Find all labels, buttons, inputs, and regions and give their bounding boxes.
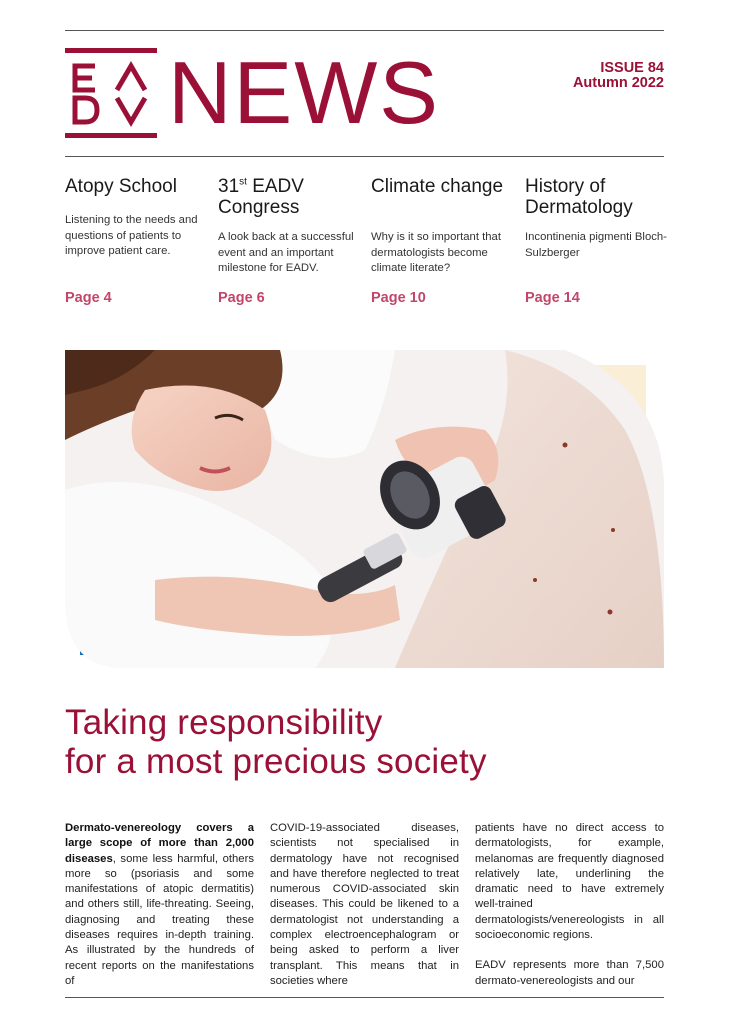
- column-3-paragraph-2: EADV represents more than 7,500 dermato-venereologists and our: [475, 959, 664, 987]
- teaser-page-link[interactable]: Page 4: [65, 290, 112, 306]
- top-rule: [65, 30, 664, 31]
- article-headline: [65, 703, 487, 781]
- bottom-rule: [65, 997, 664, 998]
- teaser-text: Incontinenia pigmenti Bloch-Sulzberger: [525, 231, 667, 259]
- headline-line-1: Taking responsibility: [65, 703, 383, 742]
- hero-photo: [65, 350, 664, 668]
- teaser-page-link[interactable]: Page 10: [371, 290, 426, 306]
- article-column-2: [270, 821, 459, 989]
- teaser-title: Atopy School: [65, 176, 177, 197]
- teaser-text: A look back at a successful event and an important milestone for EADV.: [218, 231, 354, 274]
- teaser-climate-change[interactable]: [371, 176, 514, 306]
- column-1-paragraph: Dermato-venereology covers a large scope of more than 2,000 diseases, some less harmful, others more so (psoriasis and some manifestations of atopic dermatitis) and others still, life-threating. Seeing, diagnosing and treating these diseases requires in-depth training. As illustrated by the hundreds of recent reports on the manifestations of: [65, 822, 254, 987]
- teaser-page-link[interactable]: Page 6: [218, 290, 265, 306]
- teaser-text: Listening to the needs and questions of patients to improve patient care.: [65, 214, 198, 257]
- teaser-page-link[interactable]: Page 14: [525, 290, 580, 306]
- lead-bold: Dermato-venereology covers a large scope of more than 2,000 diseases: [65, 822, 254, 865]
- article-column-3: [475, 821, 664, 989]
- teaser-atopy-school[interactable]: [65, 176, 208, 306]
- teaser-eadv-congress[interactable]: [218, 176, 361, 306]
- teaser-title: History of Dermatology: [525, 176, 633, 218]
- masthead-title: NEWS: [168, 43, 440, 142]
- column-2-paragraph: COVID-19-associated diseases, scientists not specialised in dermatology have not recognised and have therefore neglected to treat numerous COVID-associated skin diseases. This could be likened to a dermatologist not understanding a complex electroencephalogram or being asked to perform a liver transplant. This means that in societies where: [270, 822, 459, 987]
- masthead-rule: [65, 156, 664, 157]
- article-column-1: [65, 821, 254, 989]
- teaser-title: 31st EADV Congress: [218, 176, 304, 218]
- issue-season: Autumn 2022: [572, 75, 664, 91]
- teaser-row: [65, 176, 675, 316]
- eadv-logo: [65, 48, 157, 138]
- teaser-text: Why is it so important that dermatologists become climate literate?: [371, 231, 501, 274]
- issue-info: [573, 61, 664, 91]
- teaser-title: Climate change: [371, 176, 504, 197]
- issue-number: ISSUE 84: [600, 60, 664, 76]
- column-3-paragraph-1: patients have no direct access to dermatologists, for example, melanomas are frequently diagnosed relatively late, underlining the dramatic need to have extremely well-trained dermatologists/venereologists in all socioeconomic regions.: [475, 822, 664, 942]
- teaser-history-dermatology[interactable]: [525, 176, 668, 306]
- headline-line-2: for a most precious society: [65, 742, 487, 781]
